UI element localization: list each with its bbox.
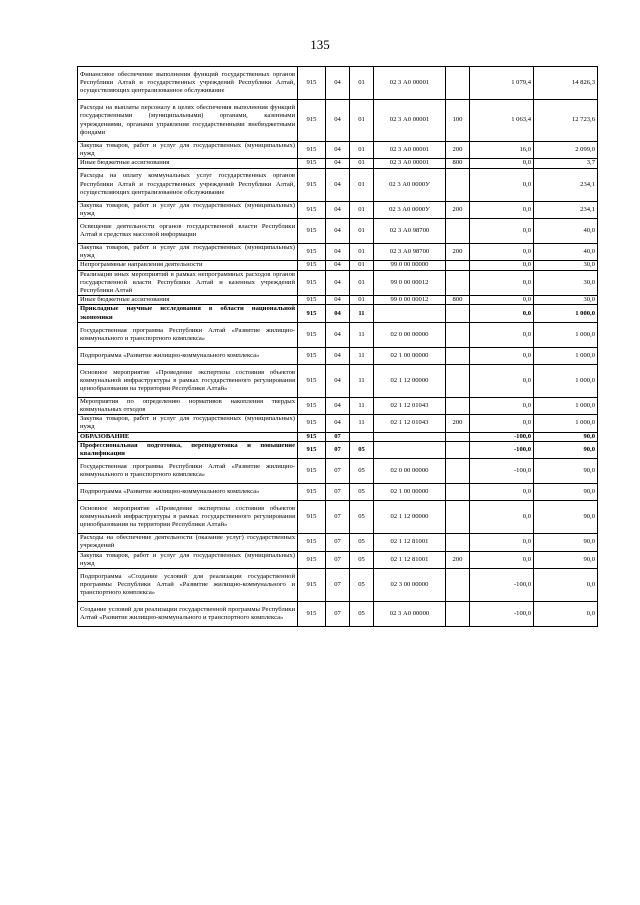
cell-pr: 01 [350,261,374,270]
cell-name: Расходы на выплаты персоналу в целях обеспечения выполнения функций государственными (муниципальными) органами, казенными учреждениями, органами управления государственными внебюджетными фондами [78,100,298,142]
cell-name: Закупка товаров, работ и услуг для государственных (муниципальных) нужд [78,415,298,432]
cell-v2: 1 000,0 [534,322,598,347]
cell-rz: 04 [326,244,350,261]
cell-pr: 11 [350,397,374,414]
cell-vr [446,347,470,364]
cell-csr: 02 1 12 01043 [374,397,446,414]
cell-rz: 04 [326,415,350,432]
cell-v1: 0,0 [470,322,534,347]
table-row [78,219,598,244]
table-row [78,551,598,568]
cell-ved: 915 [298,322,326,347]
cell-rz: 04 [326,100,350,142]
cell-csr: 02 3 А0 0000У [374,168,446,201]
cell-v2: 90,0 [534,484,598,501]
cell-csr: 02 0 00 00000 [374,322,446,347]
table-row [78,459,598,484]
table-row [78,305,598,322]
cell-ved: 915 [298,484,326,501]
table-row [78,322,598,347]
cell-rz: 07 [326,551,350,568]
cell-rz: 04 [326,305,350,322]
cell-v2: 0,0 [534,569,598,602]
cell-v1: 0,0 [470,397,534,414]
cell-pr: 01 [350,159,374,168]
cell-vr: 200 [446,244,470,261]
cell-rz: 04 [326,364,350,397]
cell-pr: 11 [350,415,374,432]
cell-name: Мероприятия по определению нормативов накопления твердых коммунальных отходов [78,397,298,414]
cell-ved: 915 [298,296,326,305]
table-row [78,364,598,397]
table-row [78,168,598,201]
cell-v1: 0,0 [470,551,534,568]
cell-rz: 04 [326,270,350,296]
cell-vr [446,432,470,441]
cell-pr: 05 [350,569,374,602]
cell-v2: 234,1 [534,168,598,201]
cell-ved: 915 [298,602,326,627]
cell-v1: 0,0 [470,534,534,551]
cell-name: Расходы на обеспечение деятельности (оказание услуг) государственных учреждений [78,534,298,551]
cell-name: ОБРАЗОВАНИЕ [78,432,298,441]
cell-name: Государственная программа Республики Алтай «Развитие жилищно-коммунального и транспортного комплекса» [78,459,298,484]
cell-name: Государственная программа Республики Алтай «Развитие жилищно-коммунального и транспортного комплекса» [78,322,298,347]
cell-rz: 04 [326,201,350,218]
cell-v1: 0,0 [470,296,534,305]
cell-v2: 90,0 [534,441,598,458]
cell-ved: 915 [298,501,326,534]
table-row [78,159,598,168]
cell-rz: 07 [326,459,350,484]
cell-v2: 40,0 [534,219,598,244]
cell-v2: 14 826,3 [534,67,598,100]
table-row [78,501,598,534]
cell-csr: 02 3 А0 00001 [374,159,446,168]
cell-vr [446,219,470,244]
cell-vr: 200 [446,142,470,159]
cell-v2: 90,0 [534,551,598,568]
cell-rz: 04 [326,219,350,244]
cell-v2: 1 000,0 [534,364,598,397]
cell-vr [446,322,470,347]
cell-rz: 04 [326,261,350,270]
cell-csr: 02 1 12 00000 [374,364,446,397]
cell-name: Закупка товаров, работ и услуг для государственных (муниципальных) нужд [78,244,298,261]
cell-v2: 30,0 [534,270,598,296]
cell-name: Реализация иных мероприятий в рамках непрограммных расходов органов государственной власти Республики Алтай и казенных учреждений Республики Алтай [78,270,298,296]
cell-rz: 07 [326,484,350,501]
cell-pr: 11 [350,347,374,364]
cell-vr: 200 [446,201,470,218]
cell-ved: 915 [298,270,326,296]
cell-pr: 05 [350,501,374,534]
cell-csr: 02 3 00 00000 [374,569,446,602]
cell-v2: 40,0 [534,244,598,261]
cell-pr: 01 [350,244,374,261]
cell-v1: 0,0 [470,347,534,364]
cell-v2: 1 000,0 [534,397,598,414]
cell-vr [446,270,470,296]
cell-ved: 915 [298,100,326,142]
cell-rz: 04 [326,168,350,201]
cell-csr: 02 3 А0 00000 [374,602,446,627]
cell-pr: 05 [350,551,374,568]
cell-csr: 02 0 00 00000 [374,459,446,484]
cell-pr: 05 [350,459,374,484]
cell-name: Основное мероприятие «Проведение экспертизы состояния объектов коммунальной инфраструктуры в рамках государственного регулирования ценообразования на территории Республики Алтай» [78,501,298,534]
cell-v2: 90,0 [534,501,598,534]
cell-ved: 915 [298,534,326,551]
cell-csr [374,305,446,322]
cell-rz: 07 [326,432,350,441]
cell-v2: 1 000,0 [534,347,598,364]
cell-ved: 915 [298,569,326,602]
cell-ved: 915 [298,219,326,244]
cell-v2: 90,0 [534,459,598,484]
cell-ved: 915 [298,261,326,270]
cell-vr [446,534,470,551]
cell-vr [446,305,470,322]
cell-vr [446,484,470,501]
cell-pr: 01 [350,67,374,100]
cell-v1: -100,0 [470,432,534,441]
cell-v1: 0,0 [470,415,534,432]
cell-csr: 02 3 А0 00001 [374,67,446,100]
cell-name: Иные бюджетные ассигнования [78,159,298,168]
cell-csr: 02 3 А0 98700 [374,244,446,261]
cell-rz: 04 [326,347,350,364]
cell-pr: 05 [350,484,374,501]
table-row [78,432,598,441]
cell-name: Закупка товаров, работ и услуг для государственных (муниципальных) нужд [78,142,298,159]
cell-rz: 04 [326,159,350,168]
cell-csr: 99 0 00 00012 [374,296,446,305]
cell-vr [446,602,470,627]
cell-csr: 02 1 12 00000 [374,501,446,534]
cell-pr: 01 [350,296,374,305]
cell-v1: 1 063,4 [470,100,534,142]
cell-v1: -100,0 [470,441,534,458]
cell-csr: 02 1 00 00000 [374,484,446,501]
cell-ved: 915 [298,459,326,484]
cell-v2: 1 000,0 [534,415,598,432]
cell-name: Закупка товаров, работ и услуг для государственных (муниципальных) нужд [78,201,298,218]
cell-name: Иные бюджетные ассигнования [78,296,298,305]
cell-vr [446,569,470,602]
cell-name: Подпрограмма «Создание условий для реализации государственной программы Республики Алтай «Развитие жилищно-коммунального и транспортного комплекса» [78,569,298,602]
cell-rz: 04 [326,322,350,347]
cell-v1: 0,0 [470,364,534,397]
cell-ved: 915 [298,551,326,568]
cell-v1: 0,0 [470,201,534,218]
cell-ved: 915 [298,142,326,159]
cell-pr: 01 [350,142,374,159]
cell-pr: 11 [350,322,374,347]
cell-vr: 800 [446,296,470,305]
cell-rz: 07 [326,569,350,602]
cell-pr: 05 [350,602,374,627]
cell-pr: 01 [350,219,374,244]
cell-csr: 02 3 А0 00001 [374,142,446,159]
cell-v2: 1 000,0 [534,305,598,322]
cell-vr: 200 [446,551,470,568]
cell-rz: 04 [326,397,350,414]
cell-csr: 02 1 12 81001 [374,534,446,551]
cell-csr: 99 0 00 00012 [374,270,446,296]
cell-ved: 915 [298,347,326,364]
cell-v2: 30,0 [534,296,598,305]
cell-v1: -100,0 [470,602,534,627]
table-row [78,397,598,414]
cell-v1: -100,0 [470,569,534,602]
cell-vr [446,261,470,270]
cell-ved: 915 [298,432,326,441]
cell-rz: 04 [326,142,350,159]
cell-ved: 915 [298,67,326,100]
cell-name: Основное мероприятие «Проведение экспертизы состояния объектов коммунальной инфраструктуры в рамках государственного регулирования ценообразования на территории Республики Алтай» [78,364,298,397]
cell-v2: 234,1 [534,201,598,218]
table-row [78,441,598,458]
cell-rz: 07 [326,501,350,534]
cell-name: Подпрограмма «Развитие жилищно-коммунального комплекса» [78,347,298,364]
table-row [78,261,598,270]
cell-name: Подпрограмма «Развитие жилищно-коммунального комплекса» [78,484,298,501]
cell-csr: 02 3 А0 00001 [374,100,446,142]
cell-ved: 915 [298,397,326,414]
cell-v1: 0,0 [470,261,534,270]
cell-csr: 02 1 12 81001 [374,551,446,568]
cell-v1: 0,0 [470,270,534,296]
cell-ved: 915 [298,364,326,397]
cell-ved: 915 [298,201,326,218]
cell-rz: 04 [326,67,350,100]
cell-vr: 800 [446,159,470,168]
table-row [78,484,598,501]
cell-pr [350,432,374,441]
cell-pr: 11 [350,305,374,322]
cell-v1: 0,0 [470,305,534,322]
table-row [78,142,598,159]
cell-vr [446,397,470,414]
cell-rz: 07 [326,534,350,551]
cell-rz: 04 [326,296,350,305]
cell-v1: 16,0 [470,142,534,159]
cell-vr [446,168,470,201]
cell-name: Прикладные научные исследования в области национальной экономики [78,305,298,322]
cell-name: Расходы на оплату коммунальных услуг государственных органов Республики Алтай и государственных учреждений Республики Алтай, осуществляющих централизованное обслуживание [78,168,298,201]
cell-v2: 90,0 [534,534,598,551]
cell-v2: 30,0 [534,261,598,270]
cell-csr: 02 1 12 01043 [374,415,446,432]
cell-vr [446,364,470,397]
cell-ved: 915 [298,168,326,201]
cell-ved: 915 [298,305,326,322]
cell-rz: 07 [326,602,350,627]
cell-csr: 02 1 00 00000 [374,347,446,364]
table-row [78,534,598,551]
cell-v1: 0,0 [470,484,534,501]
table-row [78,296,598,305]
cell-v2: 3,7 [534,159,598,168]
cell-pr: 01 [350,201,374,218]
table-row [78,569,598,602]
cell-vr [446,459,470,484]
cell-ved: 915 [298,244,326,261]
table-row [78,100,598,142]
cell-pr: 01 [350,100,374,142]
cell-v1: 0,0 [470,501,534,534]
cell-ved: 915 [298,159,326,168]
cell-name: Создание условий для реализации государственной программы Республики Алтай «Развитие жилищно-коммунального и транспортного комплекса» [78,602,298,627]
table-row [78,201,598,218]
table-row [78,67,598,100]
cell-v1: 0,0 [470,219,534,244]
cell-pr: 11 [350,364,374,397]
cell-v1: -100,0 [470,459,534,484]
table-row [78,415,598,432]
cell-v1: 0,0 [470,168,534,201]
cell-csr: 02 3 А0 0000У [374,201,446,218]
cell-pr: 05 [350,534,374,551]
cell-name: Непрограммные направления деятельности [78,261,298,270]
cell-pr: 05 [350,441,374,458]
table-row [78,244,598,261]
table-body [78,67,598,627]
cell-v1: 1 079,4 [470,67,534,100]
cell-vr: 100 [446,100,470,142]
cell-v2: 0,0 [534,602,598,627]
table-row [78,347,598,364]
cell-name: Финансовое обеспечение выполнения функций государственных органов Республики Алтай и государственных учреждений Республики Алтай, осуществляющих централизованное обслуживание [78,67,298,100]
cell-csr: 02 3 А0 98700 [374,219,446,244]
cell-name: Профессиональная подготовка, переподготовка и повышение квалификации [78,441,298,458]
cell-ved: 915 [298,441,326,458]
cell-vr [446,67,470,100]
cell-v2: 2 099,0 [534,142,598,159]
cell-v2: 90,0 [534,432,598,441]
table-row [78,602,598,627]
cell-vr [446,501,470,534]
cell-name: Закупка товаров, работ и услуг для государственных (муниципальных) нужд [78,551,298,568]
cell-v2: 12 723,6 [534,100,598,142]
cell-v1: 0,0 [470,244,534,261]
cell-pr: 01 [350,270,374,296]
cell-v1: 0,0 [470,159,534,168]
cell-rz: 07 [326,441,350,458]
table-row [78,270,598,296]
cell-ved: 915 [298,415,326,432]
cell-csr [374,432,446,441]
cell-csr [374,441,446,458]
cell-csr: 99 0 00 00000 [374,261,446,270]
page-number: 135 [310,37,330,52]
cell-pr: 01 [350,168,374,201]
cell-vr [446,441,470,458]
cell-name: Освещение деятельности органов государственной власти Республики Алтай в средствах массовой информации [78,219,298,244]
budget-table [77,66,598,627]
cell-vr: 200 [446,415,470,432]
